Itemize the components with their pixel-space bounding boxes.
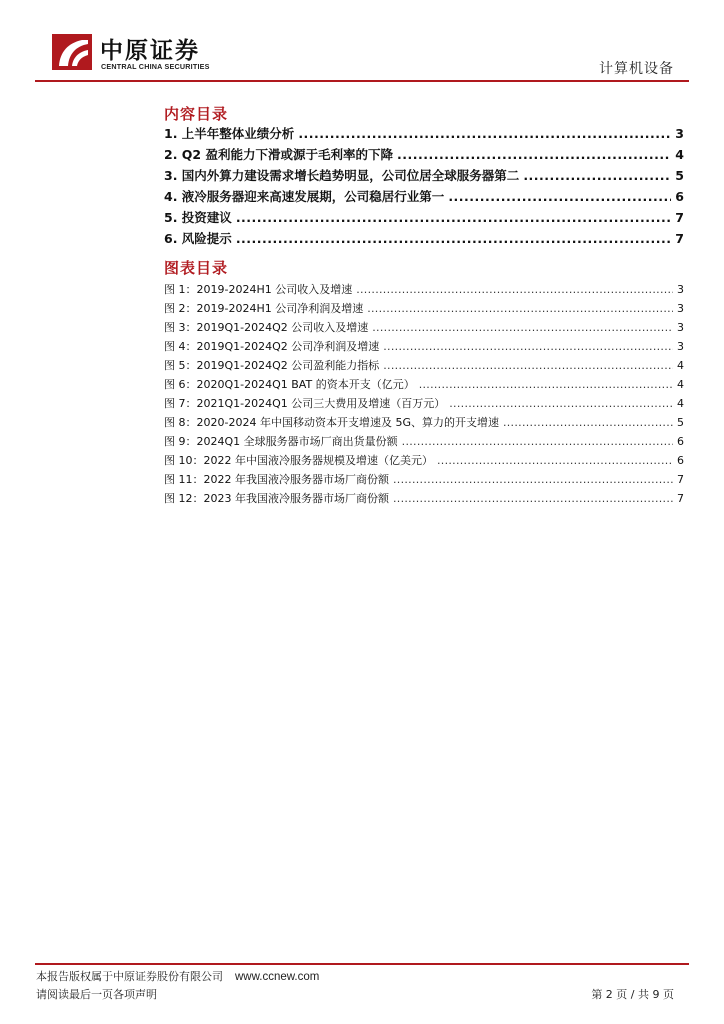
leader-dots <box>397 147 671 162</box>
figure-entry-page: 4 <box>677 359 684 372</box>
table-of-contents <box>164 124 684 250</box>
toc-entry-page: 3 <box>675 126 684 141</box>
figure-entry-page: 6 <box>677 454 684 467</box>
toc-entry-page: 7 <box>675 231 684 246</box>
figure-entry[interactable] <box>164 281 684 300</box>
footer-disclaimer: 请阅读最后一页各项声明 <box>36 988 157 1001</box>
footer-website-link[interactable]: www.ccnew.com <box>235 971 320 983</box>
figure-entry[interactable] <box>164 319 684 338</box>
leader-dots <box>393 473 673 486</box>
toc-entry[interactable] <box>164 124 684 145</box>
leader-dots <box>523 168 671 183</box>
figure-entry[interactable] <box>164 338 684 357</box>
leader-dots <box>402 435 673 448</box>
company-logo <box>50 30 230 74</box>
footer-copyright: 本报告版权属于中原证券股份有限公司 <box>36 970 223 983</box>
toc-entry-label: 4. 液冷服务器迎来高速发展期，公司稳居行业第一 <box>164 189 445 204</box>
leader-dots <box>449 397 673 410</box>
leader-dots <box>236 210 671 225</box>
figures-list <box>164 281 684 509</box>
figure-entry-label: 图 8：2020-2024 年中国移动资本开支增速及 5G、算力的开支增速 <box>164 416 499 429</box>
figure-entry-page: 5 <box>677 416 684 429</box>
figure-entry-page: 7 <box>677 473 684 486</box>
leader-dots <box>383 359 673 372</box>
leader-dots <box>419 378 673 391</box>
leader-dots <box>356 283 673 296</box>
figure-entry[interactable] <box>164 414 684 433</box>
figure-entry-label: 图 11：2022 年我国液冷服务器市场厂商份额 <box>164 473 389 486</box>
toc-entry-label: 2. Q2 盈利能力下滑或源于毛利率的下降 <box>164 147 393 162</box>
figure-entry-label: 图 4：2019Q1-2024Q2 公司净利润及增速 <box>164 340 380 353</box>
figure-entry[interactable] <box>164 471 684 490</box>
figures-list-title: 图表目录 <box>164 259 229 277</box>
leader-dots <box>367 302 673 315</box>
figure-entry[interactable] <box>164 452 684 471</box>
toc-entry-page: 7 <box>675 210 684 225</box>
figure-entry[interactable] <box>164 433 684 452</box>
figure-entry-label: 图 5：2019Q1-2024Q2 公司盈利能力指标 <box>164 359 380 372</box>
logo-chinese-name: 中原证券 <box>100 37 200 64</box>
footer-divider <box>35 963 689 965</box>
leader-dots <box>448 189 671 204</box>
figure-entry[interactable] <box>164 300 684 319</box>
toc-entry[interactable] <box>164 166 684 187</box>
figure-entry-page: 6 <box>677 435 684 448</box>
figure-entry[interactable] <box>164 357 684 376</box>
toc-entry[interactable] <box>164 229 684 250</box>
figure-entry-label: 图 6：2020Q1-2024Q1 BAT 的资本开支（亿元） <box>164 378 415 391</box>
page-header <box>0 0 724 80</box>
figure-entry-page: 3 <box>677 340 684 353</box>
logo-mark-icon <box>50 30 94 74</box>
toc-entry-label: 6. 风险提示 <box>164 231 232 246</box>
page-number: 第 2 页 / 共 9 页 <box>591 988 674 1001</box>
leader-dots <box>298 126 671 141</box>
toc-entry-label: 1. 上半年整体业绩分析 <box>164 126 295 141</box>
figure-entry-label: 图 9：2024Q1 全球服务器市场厂商出货量份额 <box>164 435 398 448</box>
figure-entry[interactable] <box>164 490 684 509</box>
figure-entry-page: 4 <box>677 378 684 391</box>
figure-entry-page: 4 <box>677 397 684 410</box>
figure-entry[interactable] <box>164 376 684 395</box>
figure-entry-label: 图 1：2019-2024H1 公司收入及增速 <box>164 283 353 296</box>
leader-dots <box>503 416 673 429</box>
figure-entry-page: 3 <box>677 283 684 296</box>
header-divider <box>35 80 689 82</box>
toc-entry[interactable] <box>164 208 684 229</box>
leader-dots <box>437 454 673 467</box>
leader-dots <box>372 321 673 334</box>
figure-entry-page: 7 <box>677 492 684 505</box>
figure-entry-page: 3 <box>677 321 684 334</box>
figure-entry-page: 3 <box>677 302 684 315</box>
toc-entry-label: 3. 国内外算力建设需求增长趋势明显，公司位居全球服务器第二 <box>164 168 520 183</box>
toc-entry-page: 5 <box>675 168 684 183</box>
toc-entry-label: 5. 投资建议 <box>164 210 232 225</box>
report-category: 计算机设备 <box>599 61 674 77</box>
figure-entry-label: 图 7：2021Q1-2024Q1 公司三大费用及增速（百万元） <box>164 397 446 410</box>
figure-entry-label: 图 12：2023 年我国液冷服务器市场厂商份额 <box>164 492 389 505</box>
figure-entry-label: 图 3：2019Q1-2024Q2 公司收入及增速 <box>164 321 369 334</box>
figure-entry[interactable] <box>164 395 684 414</box>
toc-title: 内容目录 <box>164 105 229 123</box>
figure-entry-label: 图 10：2022 年中国液冷服务器规模及增速（亿美元） <box>164 454 433 467</box>
leader-dots <box>383 340 673 353</box>
leader-dots <box>236 231 671 246</box>
toc-entry[interactable] <box>164 187 684 208</box>
footer-copyright-line <box>36 968 319 984</box>
toc-entry[interactable] <box>164 145 684 166</box>
toc-entry-page: 4 <box>675 147 684 162</box>
leader-dots <box>393 492 673 505</box>
logo-english-name: CENTRAL CHINA SECURITIES <box>101 62 210 71</box>
toc-entry-page: 6 <box>675 189 684 204</box>
figure-entry-label: 图 2：2019-2024H1 公司净利润及增速 <box>164 302 364 315</box>
